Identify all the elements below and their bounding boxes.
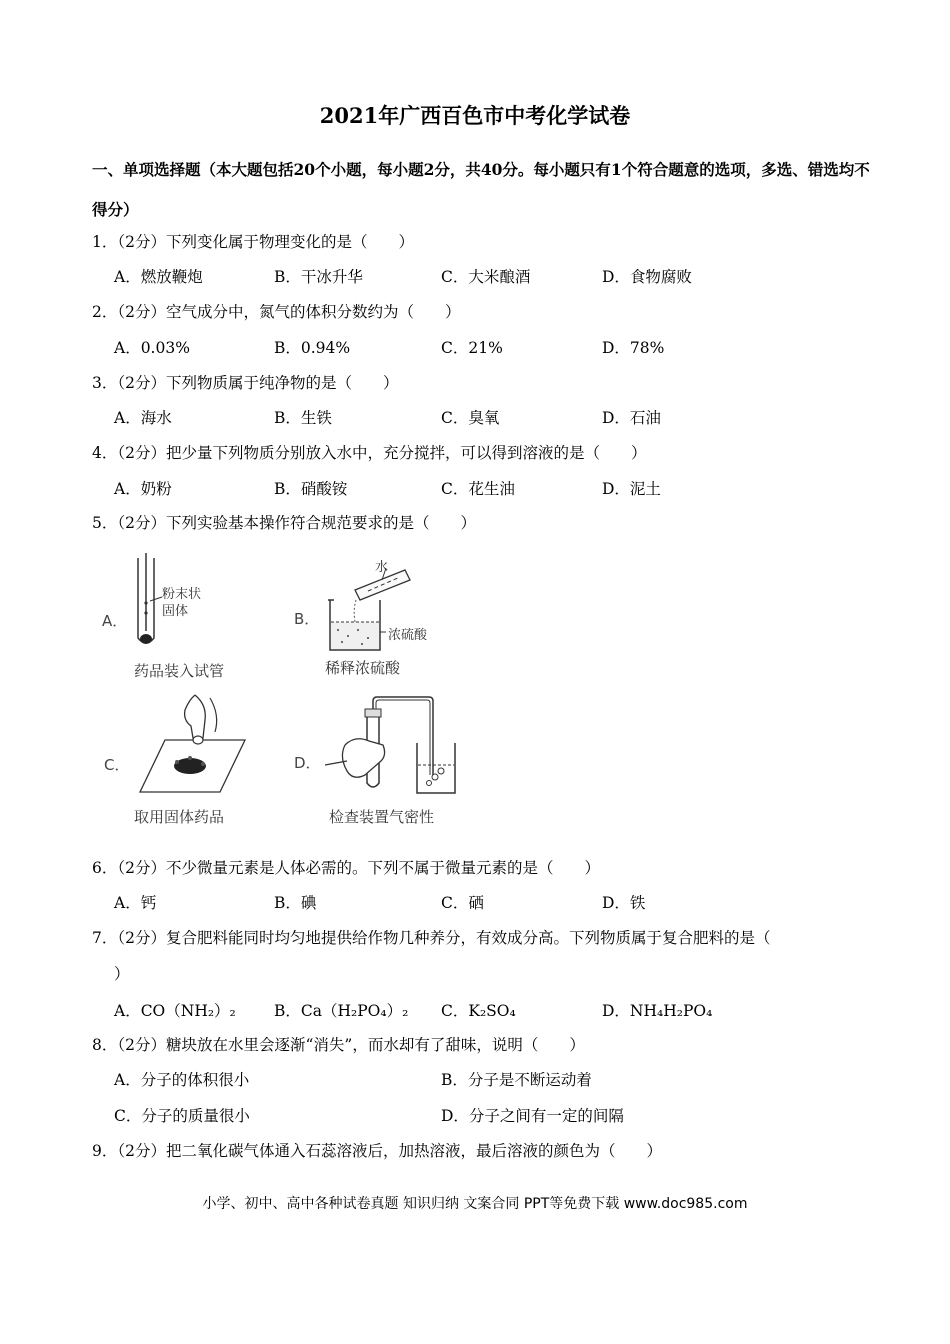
section-heading: 一、单项选择题（本大题包括20个小题，每小题2分，共40分。每小题只有1个符合题意的选项，多选、错选均不得分）	[92, 160, 870, 219]
figure-a-caption: 药品装入试管	[134, 662, 225, 680]
question-4: 4．（2分）把少量下列物质分别放入水中，充分搅拌，可以得到溶液的是（ ）	[92, 444, 647, 462]
figure-b-water-label: 水	[375, 560, 389, 575]
question-1: 1．（2分）下列变化属于物理变化的是（ ）	[92, 233, 414, 251]
q1-option-c: C．大米酿酒	[441, 268, 531, 286]
q7-option-a: A．CO（NH₂）₂	[114, 1002, 236, 1020]
question-7: 7．（2分）复合肥料能同时均匀地提供给作物几种养分，有效成分高。下列物质属于复合肥料的是（	[92, 929, 771, 947]
q6-option-b: B．碘	[274, 894, 317, 912]
question-7-continued: ）	[114, 965, 130, 983]
figure-c-caption: 取用固体药品	[134, 808, 225, 826]
q2-option-b: B．0.94%	[274, 339, 351, 357]
figure-c-solid-on-paper	[135, 690, 255, 795]
page-title: 2021年广西百色市中考化学试卷	[319, 103, 631, 128]
question-5: 5．（2分）下列实验基本操作符合规范要求的是（ ）	[92, 514, 476, 532]
q3-option-a: A．海水	[114, 409, 172, 427]
question-6: 6．（2分）不少微量元素是人体必需的。下列不属于微量元素的是（ ）	[92, 859, 600, 877]
q4-option-b: B．硝酸铵	[274, 480, 348, 498]
q7-option-b: B．Ca（H₂PO₄）₂	[274, 1002, 409, 1020]
q3-option-d: D．石油	[602, 409, 661, 427]
q2-option-d: D．78%	[602, 339, 665, 357]
q1-option-a: A．燃放鞭炮	[114, 268, 203, 286]
q4-option-c: C．花生油	[441, 480, 515, 498]
q7-option-c: C．K₂SO₄	[441, 1002, 516, 1020]
q6-option-d: D．铁	[602, 894, 646, 912]
q8-option-c: C．分子的质量很小	[114, 1107, 250, 1125]
figure-a-powder-label: 粉末状固体	[162, 587, 202, 619]
q4-option-d: D．泥土	[602, 480, 661, 498]
figure-b-caption: 稀释浓硫酸	[325, 659, 401, 677]
q1-option-b: B．干冰升华	[274, 268, 363, 286]
q4-option-a: A．奶粉	[114, 480, 172, 498]
figure-d-apparatus	[325, 695, 465, 800]
question-3: 3．（2分）下列物质属于纯净物的是（ ）	[92, 374, 399, 392]
q3-option-b: B．生铁	[274, 409, 332, 427]
figure-a-letter: A．	[102, 612, 128, 630]
q3-option-c: C．臭氧	[441, 409, 500, 427]
q2-option-a: A．0.03%	[114, 339, 190, 357]
q8-option-a: A．分子的体积很小	[114, 1071, 250, 1089]
question-9: 9．（2分）把二氧化碳气体通入石蕊溶液后，加热溶液，最后溶液的颜色为（ ）	[92, 1142, 662, 1160]
q8-option-d: D．分子之间有一定的间隔	[441, 1107, 624, 1125]
q2-option-c: C．21%	[441, 339, 503, 357]
page-footer: 小学、初中、高中各种试卷真题 知识归纳 文案合同 PPT等免费下载 www.doc985.com	[202, 1196, 748, 1212]
q7-option-d: D．NH₄H₂PO₄	[602, 1002, 713, 1020]
q6-option-a: A．钙	[114, 894, 157, 912]
q6-option-c: C．硒	[441, 894, 484, 912]
figure-b-acid-label: 浓硫酸	[388, 628, 428, 643]
figure-d-caption: 检查装置气密性	[329, 808, 435, 826]
question-8: 8．（2分）糖块放在水里会逐渐“消失”，而水却有了甜味，说明（ ）	[92, 1036, 585, 1054]
figure-c-letter: C．	[104, 756, 130, 774]
q1-option-d: D．食物腐败	[602, 268, 692, 286]
figure-d-letter: D．	[294, 754, 321, 772]
figure-b-letter: B．	[294, 610, 320, 628]
q8-option-b: B．分子是不断运动着	[441, 1071, 592, 1089]
question-2: 2．（2分）空气成分中，氮气的体积分数约为（ ）	[92, 303, 461, 321]
